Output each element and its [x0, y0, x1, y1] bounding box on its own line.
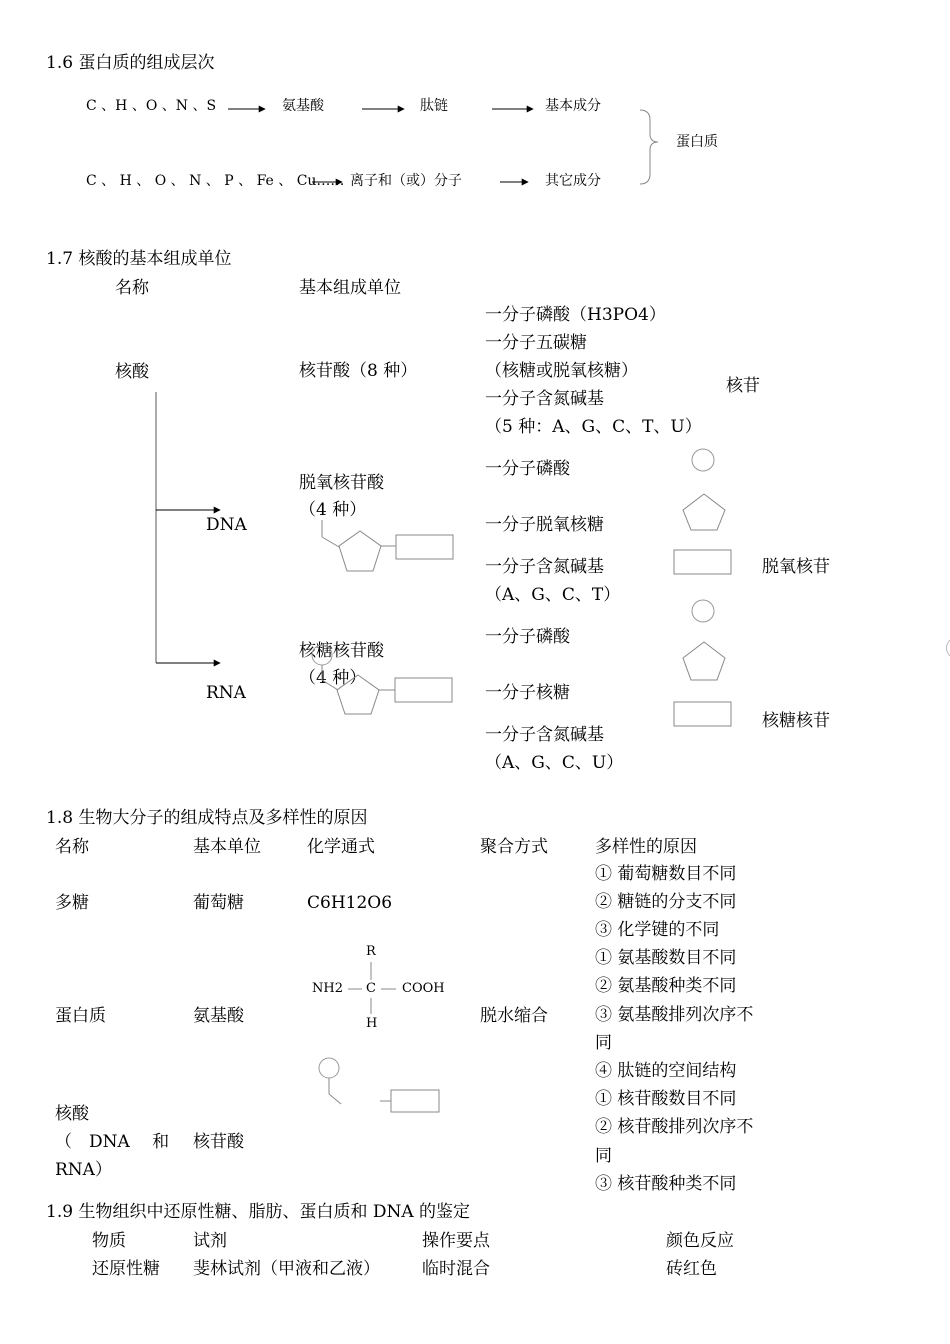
pentose-icon [683, 494, 725, 530]
table-header: 颜色反应 [666, 1231, 734, 1251]
other-components-step: 其它成分 [545, 173, 601, 189]
component-line: （5 种：A、G、C、T、U） [485, 417, 702, 437]
ribonucleoside-label: 核糖核苷 [762, 711, 830, 731]
nucleic-name: （ DNA 和 [55, 1132, 170, 1152]
amino-formula-nh2: NH2 [312, 981, 343, 996]
pentose-icon [337, 675, 379, 714]
amino-formula-h: H [366, 1016, 378, 1031]
nucleic-acid-label: 核酸 [115, 362, 149, 382]
glucose-formula: C6H12O6 [307, 893, 393, 913]
bond [329, 1094, 341, 1104]
table-cell: 砖红色 [666, 1259, 717, 1279]
polysaccharide-name: 多糖 [55, 893, 89, 913]
rna-phosphate: 一分子磷酸 [485, 627, 570, 647]
phosphate-icon [692, 600, 714, 622]
nucleic-unit: 核苷酸 [193, 1132, 244, 1152]
rna-sugar: 一分子核糖 [485, 683, 570, 703]
diversity-reason: ④ 肽链的空间结构 [595, 1061, 737, 1081]
table-header: 操作要点 [422, 1231, 490, 1251]
section-1-8-heading: 1.8 生物大分子的组成特点及多样性的原因 [46, 808, 368, 828]
protein-elements-other: C 、 H 、 O 、 N 、 P 、 Fe 、 Cu…… [86, 173, 345, 189]
protein-unit: 氨基酸 [193, 1006, 244, 1026]
base-icon [674, 702, 731, 726]
base-icon [396, 535, 453, 559]
rna-label: RNA [206, 683, 246, 703]
base-icon [674, 550, 731, 574]
table-header: 化学通式 [307, 837, 375, 857]
phosphate-icon [312, 645, 332, 665]
table-header: 试剂 [193, 1231, 227, 1251]
deoxynucleoside-label: 脱氧核苷 [762, 557, 830, 577]
table-header: 名称 [55, 837, 89, 857]
table-header: 物质 [92, 1231, 126, 1251]
nucleotide-label: 核苷酸（8 种） [299, 361, 418, 381]
table-cell: 还原性糖 [92, 1259, 160, 1279]
phosphate-icon [319, 1058, 339, 1078]
diversity-reason: ② 核苷酸排列次序不 [595, 1117, 754, 1137]
amino-formula-cooh: COOH [402, 981, 445, 996]
base-icon [395, 678, 452, 702]
pentose-icon [339, 531, 381, 571]
table-header: 多样性的原因 [595, 837, 697, 857]
ribonucleotide-count: （4 种） [299, 668, 367, 688]
brace [640, 110, 658, 184]
table-cell: 斐林试剂（甲液和乙液） [193, 1259, 380, 1279]
diversity-reason: 同 [595, 1033, 612, 1053]
amino-formula-r: R [366, 944, 376, 959]
nucleoside-label: 核苷 [726, 376, 760, 396]
polymerization-method: 脱水缩合 [480, 1006, 548, 1026]
table-header: 聚合方式 [480, 837, 548, 857]
nucleic-name: RNA） [55, 1160, 112, 1180]
component-line: 一分子含氮碱基 [485, 389, 604, 409]
deoxynucleotide-label: 脱氧核苷酸 [299, 473, 384, 493]
diversity-reason: ③ 核苷酸种类不同 [595, 1174, 737, 1194]
diversity-reason: ③ 氨基酸排列次序不 [595, 1005, 754, 1025]
page-edge-mark [947, 640, 950, 656]
table-header: 基本单位 [193, 837, 261, 857]
amino-acid-step: 氨基酸 [282, 98, 324, 114]
section-1-6-heading: 1.6 蛋白质的组成层次 [46, 53, 215, 73]
deoxynucleotide-count: （4 种） [299, 500, 367, 520]
nucleic-name: 核酸 [55, 1104, 89, 1124]
amino-formula-c: C [366, 981, 376, 996]
component-line: 一分子磷酸（H3PO4） [485, 305, 666, 325]
column-name-header: 名称 [115, 278, 149, 298]
peptide-chain-step: 肽链 [420, 98, 448, 114]
pentose-icon [683, 642, 725, 680]
component-line: 一分子五碳糖 [485, 333, 587, 353]
ribonucleotide-label: 核糖核苷酸 [299, 641, 384, 661]
bond [322, 680, 338, 690]
dna-label: DNA [206, 515, 247, 535]
base-icon [391, 1090, 439, 1112]
bond [322, 537, 339, 547]
basic-components-step: 基本成分 [545, 98, 601, 114]
diversity-reason: ① 核苷酸数目不同 [595, 1089, 737, 1109]
protein-result: 蛋白质 [676, 134, 718, 150]
section-1-7-heading: 1.7 核酸的基本组成单位 [46, 249, 232, 269]
diversity-reason: ② 糖链的分支不同 [595, 892, 737, 912]
diversity-reason: ② 氨基酸种类不同 [595, 976, 737, 996]
ions-molecules-step: 离子和（或）分子 [350, 173, 462, 189]
rna-base: 一分子含氮碱基 [485, 725, 604, 745]
column-unit-header: 基本组成单位 [299, 278, 401, 298]
dna-sugar: 一分子脱氧核糖 [485, 515, 604, 535]
protein-name: 蛋白质 [55, 1006, 106, 1026]
diversity-reason: ① 氨基酸数目不同 [595, 948, 737, 968]
diversity-reason: ③ 化学键的不同 [595, 920, 720, 940]
polysaccharide-unit: 葡萄糖 [193, 893, 244, 913]
diversity-reason: 同 [595, 1146, 612, 1166]
rna-bases: （A、G、C、U） [485, 753, 624, 773]
dna-phosphate: 一分子磷酸 [485, 459, 570, 479]
table-cell: 临时混合 [422, 1259, 490, 1279]
component-line: （核糖或脱氧核糖） [485, 361, 638, 381]
section-1-9-heading: 1.9 生物组织中还原性糖、脂肪、蛋白质和 DNA 的鉴定 [46, 1202, 471, 1222]
diversity-reason: ① 葡萄糖数目不同 [595, 864, 737, 884]
phosphate-icon [692, 449, 714, 471]
protein-elements-main: C 、H 、O 、N 、S [86, 98, 217, 114]
dna-base: 一分子含氮碱基 [485, 557, 604, 577]
dna-bases: （A、G、C、T） [485, 585, 621, 605]
